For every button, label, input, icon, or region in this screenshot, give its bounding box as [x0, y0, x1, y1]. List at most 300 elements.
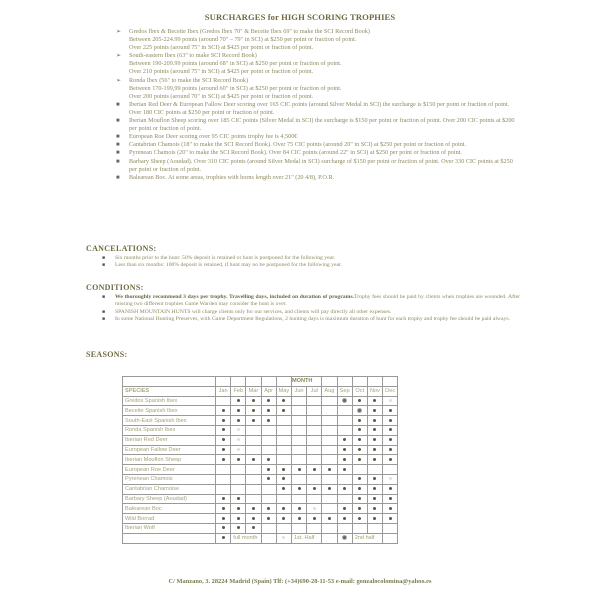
season-cell — [261, 484, 276, 494]
surcharge-line: Iberian Mouflon Sheep scoring over 185 CIC points (Silver Medal in SCI) the surcharge is $150 per point or fraction of point. Over 200 CIC points at $200 per point or fraction of point. — [129, 117, 515, 133]
season-cell — [322, 523, 337, 533]
full-month-dot-icon — [252, 458, 255, 461]
full-month-dot-icon — [373, 448, 376, 451]
season-cell — [276, 416, 291, 426]
full-month-dot-icon — [343, 458, 346, 461]
surcharge-item — [115, 52, 515, 76]
season-cell — [231, 474, 246, 484]
month-header-apr: Apr — [261, 386, 276, 396]
season-cell — [231, 514, 246, 524]
surcharge-line: Over 200 points (around 70" in SCI) at $425 per point or fraction of point. — [129, 92, 314, 100]
full-month-dot-icon — [222, 536, 225, 539]
season-cell — [291, 406, 306, 416]
column-header-row — [123, 386, 398, 396]
surcharge-line: Over 225 points (around 75" in SCI) at $425 per point or fraction of point. — [129, 44, 314, 52]
season-row — [123, 425, 398, 435]
season-cell — [367, 455, 382, 465]
season-cell — [276, 484, 291, 494]
season-cell — [352, 465, 367, 475]
full-month-dot-icon — [358, 458, 361, 461]
month-header-jan: Jan — [216, 386, 231, 396]
season-cell — [322, 396, 337, 406]
season-cell — [261, 494, 276, 504]
full-month-dot-icon — [252, 507, 255, 510]
full-month-dot-icon — [343, 448, 346, 451]
season-cell — [291, 474, 306, 484]
season-cell — [261, 474, 276, 484]
surcharge-item — [115, 158, 515, 174]
season-cell — [216, 474, 231, 484]
full-month-dot-icon — [267, 419, 270, 422]
species-name: Wild Borrad — [123, 514, 216, 524]
season-cell — [352, 406, 367, 416]
season-cell — [383, 416, 398, 426]
season-cell — [276, 465, 291, 475]
season-cell — [367, 514, 382, 524]
season-cell — [216, 455, 231, 465]
season-cell — [337, 504, 352, 514]
species-name: European Roe Deer — [123, 465, 216, 475]
surcharge-item — [115, 149, 515, 157]
full-month-dot-icon — [389, 448, 392, 451]
species-name: Cantabrian Chamoise — [123, 484, 216, 494]
season-cell — [322, 465, 337, 475]
season-cell — [352, 435, 367, 445]
surcharge-line: Barbary Sheep (Aoudad). Over 310 CIC points (around Silver Medal in SCI) surcharge of $150 per point or fraction of point. Over 330 CIC points at $250 per point or fraction of point. — [129, 157, 513, 173]
season-cell — [276, 514, 291, 524]
season-cell — [383, 425, 398, 435]
season-cell — [367, 465, 382, 475]
full-month-dot-icon — [373, 458, 376, 461]
season-cell — [276, 406, 291, 416]
full-month-dot-icon — [373, 399, 376, 402]
season-cell — [276, 396, 291, 406]
full-month-dot-icon — [298, 487, 301, 490]
surcharge-line: Between 205-224.99 points (around 70" – 79" in SCI) at $250 per point or fraction of point. — [129, 36, 357, 44]
document-title: SURCHARGES for HIGH SCORING TROPHIES — [204, 12, 396, 22]
season-cell — [216, 465, 231, 475]
full-month-dot-icon — [282, 487, 285, 490]
square-bullet-icon: ■ — [116, 150, 120, 157]
season-cell — [231, 435, 246, 445]
square-bullet-icon: ■ — [116, 174, 120, 181]
first-half-dot-icon — [237, 448, 240, 451]
season-cell — [261, 504, 276, 514]
season-cell — [307, 494, 322, 504]
full-month-dot-icon — [313, 468, 316, 471]
season-cell — [337, 396, 352, 406]
surcharge-line: Iberian Red Deer & European Fallow Deer scoring over 165 CIC points (around Silver Medal in SCI) the surcharge is $150 per point or fraction of point. Over 180 CIC points at $250 per point or fraction of point. — [129, 100, 510, 116]
empty-header-cell — [383, 377, 398, 387]
surcharge-line: Between 170-199,99 points (around 60" in SCI) at $250 per point or fraction of point. — [129, 84, 342, 92]
species-name: Iberian Red Deer — [123, 435, 216, 445]
season-cell — [216, 416, 231, 426]
season-cell — [216, 435, 231, 445]
full-month-dot-icon — [373, 438, 376, 441]
season-cell — [291, 425, 306, 435]
season-cell — [307, 396, 322, 406]
season-cell — [261, 425, 276, 435]
season-cell — [337, 494, 352, 504]
season-cell — [352, 455, 367, 465]
surcharge-line: Ronda Ibex (56" to make the SCI Record Book) — [129, 76, 249, 84]
season-cell — [352, 445, 367, 455]
season-cell — [307, 523, 322, 533]
legend-second-label: 2nd half — [352, 533, 382, 543]
season-row — [123, 406, 398, 416]
month-header-dec: Dec — [383, 386, 398, 396]
season-cell — [337, 445, 352, 455]
season-cell — [246, 523, 261, 533]
full-month-dot-icon — [267, 458, 270, 461]
condition-item — [100, 316, 520, 323]
season-cell — [367, 474, 382, 484]
square-bullet-icon: ■ — [116, 118, 120, 125]
second-half-dot-icon — [343, 399, 346, 402]
season-cell — [322, 514, 337, 524]
month-header-feb: Feb — [231, 386, 246, 396]
season-cell — [291, 484, 306, 494]
season-cell — [216, 514, 231, 524]
season-cell — [291, 523, 306, 533]
season-cell — [231, 445, 246, 455]
full-month-dot-icon — [282, 517, 285, 520]
arrow-bullet-icon: ➢ — [116, 77, 122, 84]
corner-cell — [123, 377, 216, 387]
season-cell — [337, 435, 352, 445]
empty-header-cell — [322, 377, 337, 387]
legend-full-symbol — [216, 533, 231, 543]
season-cell — [383, 484, 398, 494]
season-cell — [246, 465, 261, 475]
season-cell — [276, 474, 291, 484]
surcharge-item — [115, 117, 515, 133]
season-cell — [307, 435, 322, 445]
season-cell — [352, 523, 367, 533]
season-cell — [352, 494, 367, 504]
arrow-bullet-icon: ➢ — [116, 53, 122, 60]
full-month-dot-icon — [237, 526, 240, 529]
full-month-dot-icon — [343, 507, 346, 510]
full-month-dot-icon — [222, 507, 225, 510]
full-month-dot-icon — [222, 458, 225, 461]
month-header-row — [123, 377, 398, 387]
species-name: European Fallow Deer — [123, 445, 216, 455]
full-month-dot-icon — [373, 507, 376, 510]
full-month-dot-icon — [282, 399, 285, 402]
full-month-dot-icon — [389, 507, 392, 510]
full-month-dot-icon — [252, 409, 255, 412]
season-cell — [276, 455, 291, 465]
season-cell — [276, 504, 291, 514]
season-cell — [307, 425, 322, 435]
cancelation-text: Six months prior to the hunt: 50% deposit is retained or hunt is postponed for the following year. — [115, 255, 336, 261]
condition-text: In some National Hunting Preserves, with Game Department Regulations, 2 hunting days is maximum duration of hunt for each trophy and trophy fee should be paid always. — [115, 316, 511, 323]
full-month-dot-icon — [313, 487, 316, 490]
season-cell — [352, 504, 367, 514]
full-month-dot-icon — [282, 409, 285, 412]
species-name: Ronda Spanish Ibex — [123, 425, 216, 435]
season-cell — [322, 435, 337, 445]
square-bullet-icon: ■ — [102, 263, 106, 269]
season-cell — [383, 474, 398, 484]
surcharge-line: Balearean Boc. At some areas, trophies with horns length over 21" (20 4/8), P.O.R. — [129, 173, 335, 181]
surcharge-item — [115, 133, 515, 141]
season-cell — [307, 514, 322, 524]
species-name: Barbary Sheep (Aoudad) — [123, 494, 216, 504]
season-cell — [367, 504, 382, 514]
season-cell — [216, 504, 231, 514]
surcharge-item — [115, 174, 515, 182]
condition-item — [100, 294, 520, 309]
season-cell — [383, 396, 398, 406]
full-month-dot-icon — [237, 458, 240, 461]
season-cell — [216, 425, 231, 435]
season-cell — [246, 494, 261, 504]
full-month-dot-icon — [222, 409, 225, 412]
month-header-mar: Mar — [246, 386, 261, 396]
season-cell — [291, 416, 306, 426]
surcharge-line: European Roe Deer scoring over 95 CIC points trophy fee is 4,500€ — [129, 133, 298, 141]
season-cell — [367, 435, 382, 445]
cancelation-item — [100, 262, 520, 269]
full-month-dot-icon — [237, 409, 240, 412]
full-month-dot-icon — [389, 409, 392, 412]
season-cell — [322, 416, 337, 426]
season-row — [123, 494, 398, 504]
season-cell — [307, 455, 322, 465]
full-month-dot-icon — [358, 517, 361, 520]
full-month-dot-icon — [267, 517, 270, 520]
full-month-dot-icon — [222, 448, 225, 451]
full-month-dot-icon — [389, 497, 392, 500]
second-half-dot-icon — [358, 409, 361, 412]
empty-header-cell — [367, 377, 382, 387]
season-cell — [352, 474, 367, 484]
season-row — [123, 455, 398, 465]
full-month-dot-icon — [358, 428, 361, 431]
season-cell — [231, 494, 246, 504]
first-half-dot-icon — [282, 536, 285, 539]
season-cell — [231, 455, 246, 465]
season-cell — [337, 465, 352, 475]
season-cell — [246, 514, 261, 524]
season-cell — [383, 514, 398, 524]
condition-emphasis: We thoroughly recommend 3 days per trophy. Travelling days, included on duration of programs. — [115, 294, 354, 300]
full-month-dot-icon — [298, 468, 301, 471]
full-month-dot-icon — [222, 497, 225, 500]
full-month-dot-icon — [343, 438, 346, 441]
full-month-dot-icon — [389, 517, 392, 520]
season-row — [123, 445, 398, 455]
season-cell — [337, 523, 352, 533]
season-cell — [322, 504, 337, 514]
season-cell — [337, 425, 352, 435]
empty-header-cell — [352, 377, 367, 387]
full-month-dot-icon — [358, 477, 361, 480]
full-month-dot-icon — [373, 428, 376, 431]
full-month-dot-icon — [267, 468, 270, 471]
season-cell — [231, 484, 246, 494]
season-row — [123, 523, 398, 533]
season-cell — [291, 396, 306, 406]
first-half-dot-icon — [237, 438, 240, 441]
season-cell — [231, 406, 246, 416]
full-month-dot-icon — [373, 487, 376, 490]
full-month-dot-icon — [282, 477, 285, 480]
season-cell — [231, 396, 246, 406]
season-cell — [367, 406, 382, 416]
season-cell — [246, 425, 261, 435]
surcharge-item — [115, 101, 515, 117]
season-cell — [291, 514, 306, 524]
full-month-dot-icon — [373, 497, 376, 500]
season-cell — [261, 455, 276, 465]
season-cell — [246, 445, 261, 455]
surcharge-item — [115, 77, 515, 101]
season-cell — [337, 514, 352, 524]
season-cell — [291, 445, 306, 455]
full-month-dot-icon — [298, 507, 301, 510]
empty-header-cell — [231, 377, 246, 387]
month-label: MONTH — [291, 377, 321, 387]
season-cell — [276, 445, 291, 455]
full-month-dot-icon — [267, 409, 270, 412]
full-month-dot-icon — [389, 487, 392, 490]
legend-full-label: full month — [231, 533, 261, 543]
season-cell — [307, 504, 322, 514]
season-cell — [352, 425, 367, 435]
full-month-dot-icon — [282, 507, 285, 510]
full-month-dot-icon — [343, 517, 346, 520]
legend-spacer — [322, 533, 337, 543]
season-row — [123, 484, 398, 494]
cancelations-list — [100, 255, 520, 270]
season-cell — [261, 465, 276, 475]
season-cell — [383, 445, 398, 455]
full-month-dot-icon — [222, 419, 225, 422]
season-cell — [367, 416, 382, 426]
legend-first-symbol — [276, 533, 291, 543]
season-row — [123, 396, 398, 406]
season-cell — [261, 445, 276, 455]
full-month-dot-icon — [389, 438, 392, 441]
season-cell — [367, 484, 382, 494]
square-bullet-icon: ■ — [102, 309, 106, 315]
season-cell — [246, 484, 261, 494]
season-cell — [383, 494, 398, 504]
legend-blank — [123, 533, 216, 543]
surcharges-list — [115, 28, 515, 182]
full-month-dot-icon — [328, 487, 331, 490]
season-cell — [291, 435, 306, 445]
full-month-dot-icon — [267, 399, 270, 402]
season-cell — [246, 455, 261, 465]
season-cell — [246, 406, 261, 416]
full-month-dot-icon — [313, 517, 316, 520]
season-cell — [307, 474, 322, 484]
season-cell — [216, 494, 231, 504]
season-cell — [307, 465, 322, 475]
season-cell — [367, 523, 382, 533]
season-cell — [246, 416, 261, 426]
season-row — [123, 474, 398, 484]
full-month-dot-icon — [358, 399, 361, 402]
season-cell — [367, 396, 382, 406]
full-month-dot-icon — [343, 468, 346, 471]
season-cell — [352, 396, 367, 406]
full-month-dot-icon — [267, 477, 270, 480]
season-cell — [337, 416, 352, 426]
species-name: Gredos Spanish Ibex — [123, 396, 216, 406]
season-cell — [216, 523, 231, 533]
full-month-dot-icon — [222, 517, 225, 520]
empty-header-cell — [261, 377, 276, 387]
season-cell — [291, 494, 306, 504]
full-month-dot-icon — [373, 409, 376, 412]
season-cell — [216, 396, 231, 406]
full-month-dot-icon — [373, 419, 376, 422]
square-bullet-icon: ■ — [116, 142, 120, 149]
season-cell — [216, 445, 231, 455]
full-month-dot-icon — [358, 419, 361, 422]
square-bullet-icon: ■ — [102, 317, 106, 323]
season-cell — [337, 406, 352, 416]
square-bullet-icon: ■ — [116, 101, 120, 108]
full-month-dot-icon — [389, 458, 392, 461]
season-cell — [383, 504, 398, 514]
season-cell — [383, 523, 398, 533]
full-month-dot-icon — [358, 448, 361, 451]
seasons-table — [122, 376, 398, 544]
full-month-dot-icon — [222, 526, 225, 529]
season-cell — [352, 484, 367, 494]
full-month-dot-icon — [237, 507, 240, 510]
season-cell — [246, 504, 261, 514]
season-row — [123, 416, 398, 426]
season-cell — [276, 523, 291, 533]
season-cell — [231, 425, 246, 435]
square-bullet-icon: ■ — [102, 295, 106, 300]
surcharge-line: Cantabrian Chamois (18" to make the SCI Record Book). Over 75 CIC points (around 20" in SCI) at $250 per point or fraction of point. — [129, 141, 467, 149]
season-cell — [383, 465, 398, 475]
season-cell — [307, 484, 322, 494]
surcharge-line: Over 210 points (around 75" in SCI) at $425 per point or fraction of point. — [129, 68, 314, 76]
season-cell — [261, 416, 276, 426]
season-cell — [322, 425, 337, 435]
season-cell — [291, 465, 306, 475]
square-bullet-icon: ■ — [116, 134, 120, 141]
legend-spacer — [383, 533, 398, 543]
season-cell — [337, 455, 352, 465]
season-cell — [261, 435, 276, 445]
surcharge-line: Gredos Ibex & Beceite Ibex (Gredos Ibex 70" & Beceite Ibex 69" to make the SCI Record Book) — [129, 28, 370, 35]
condition-text: SPANISH MOUNTAIN HUNTS will charge clients only for our services, and clients will pay directly all other expenses. — [115, 308, 392, 315]
season-cell — [337, 474, 352, 484]
first-half-dot-icon — [237, 428, 240, 431]
arrow-bullet-icon: ➢ — [116, 29, 122, 35]
species-name: Iberian Mouflon Sheep — [123, 455, 216, 465]
species-name: Beceite Spanish Ibex — [123, 406, 216, 416]
empty-header-cell — [246, 377, 261, 387]
first-half-dot-icon — [389, 399, 392, 402]
species-header: SPECIES — [123, 386, 216, 396]
season-cell — [367, 445, 382, 455]
season-cell — [352, 514, 367, 524]
full-month-dot-icon — [237, 419, 240, 422]
season-cell — [216, 484, 231, 494]
surcharge-item — [115, 141, 515, 149]
